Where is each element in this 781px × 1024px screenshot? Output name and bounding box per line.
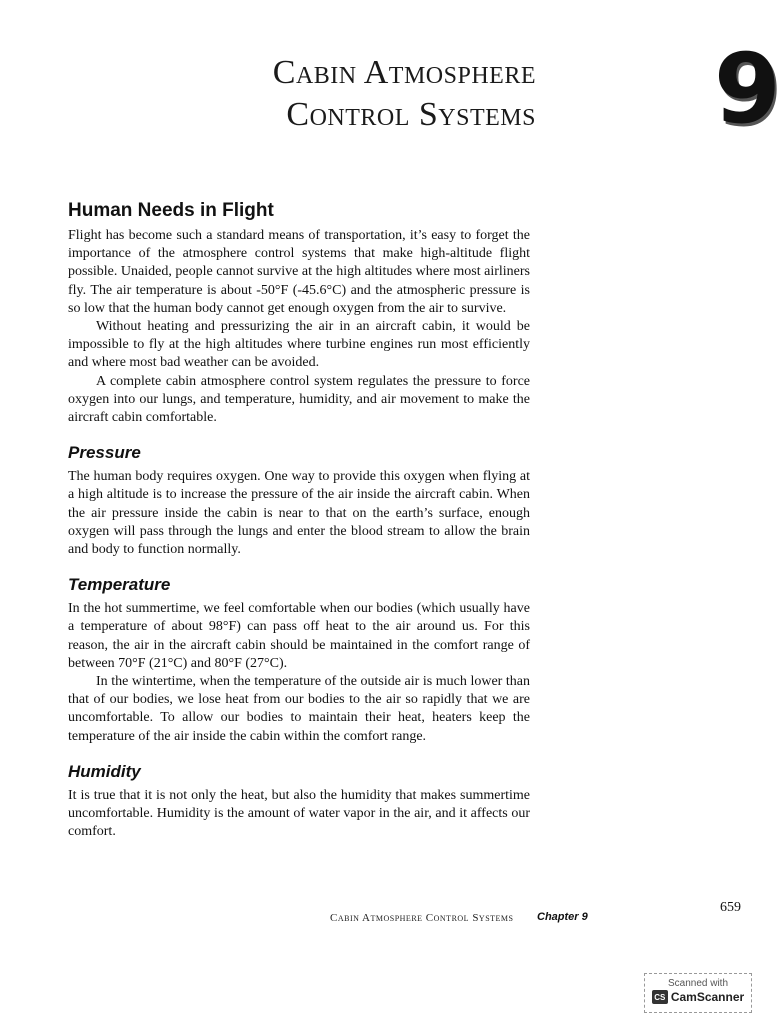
running-footer-chapter: Chapter 9 bbox=[537, 911, 588, 923]
section-heading-humidity: Humidity bbox=[68, 761, 141, 781]
main-content bbox=[68, 198, 530, 841]
paragraph: In the wintertime, when the temperature of the outside air is much lower than that of our bodies, we lose heat from our bodies to the air so rapidly that we are uncomfortable. To allow our bodies to maintain their heat, heaters keep the temperature of the air inside the cabin within the comfort range. bbox=[68, 674, 530, 744]
title-line-1: Cabin Atmosphere bbox=[272, 54, 536, 91]
section-heading-pressure: Pressure bbox=[68, 443, 141, 463]
camscanner-watermark bbox=[644, 973, 752, 1013]
paragraph: In the hot summertime, we feel comfortable when our bodies (which usually have a temperature of about 98°F) can pass off heat to the air around us. For this reason, the air in the aircraft cabin should be maintained in the comfort range of between 70°F (21°C) and 80°F (27°C). bbox=[68, 601, 530, 671]
chapter-number-badge bbox=[714, 33, 781, 145]
watermark-label: Scanned with bbox=[667, 978, 729, 989]
paragraph: It is true that it is not only the heat, but also the humidity that makes summertime uncomfortable. Humidity is the amount of water vapor in the air, and it affects our comfort. bbox=[68, 787, 530, 840]
title-line-2: Control Systems bbox=[286, 96, 536, 133]
watermark-brand bbox=[645, 990, 751, 1004]
paragraph: Without heating and pressurizing the air in an aircraft cabin, it would be impossible to fly at the high altitudes where turbine engines run most efficiently and where most bad weather can be avoided. bbox=[68, 319, 530, 371]
camscanner-logo-icon: CS bbox=[652, 990, 668, 1004]
paragraph: Flight has become such a standard means of transportation, it’s easy to forget the importance of the atmosphere control systems that make high-altitude flight possible. Unaided, people cannot survive at the high altitudes where most airliners fly. The air temperature is about -50°F (-45.6°C) and the atmospheric pressure is so low that the human body cannot get enough oxygen from the air to survive. bbox=[68, 228, 530, 316]
page-number: 659 bbox=[720, 900, 741, 915]
section-heading-temperature: Temperature bbox=[68, 575, 171, 595]
paragraph: The human body requires oxygen. One way to provide this oxygen when flying at a high altitude is to increase the pressure of the air inside the aircraft cabin. When the air pressure inside the cabin is near to that on the earth’s surface, enough oxygen will pass through the lungs and enter the blood stream to allow the brain and body to function normally. bbox=[68, 469, 530, 558]
chapter-number: 9 bbox=[714, 33, 781, 145]
running-footer-title: Cabin Atmosphere Control Systems bbox=[330, 912, 514, 924]
page-title bbox=[273, 52, 536, 136]
watermark-brand-name: CamScanner bbox=[670, 990, 745, 1004]
paragraph: A complete cabin atmosphere control system regulates the pressure to force oxygen into our lungs, and temperature, humidity, and air movement to make the aircraft cabin comfortable. bbox=[68, 373, 530, 426]
section-heading-human-needs: Human Needs in Flight bbox=[68, 200, 274, 221]
